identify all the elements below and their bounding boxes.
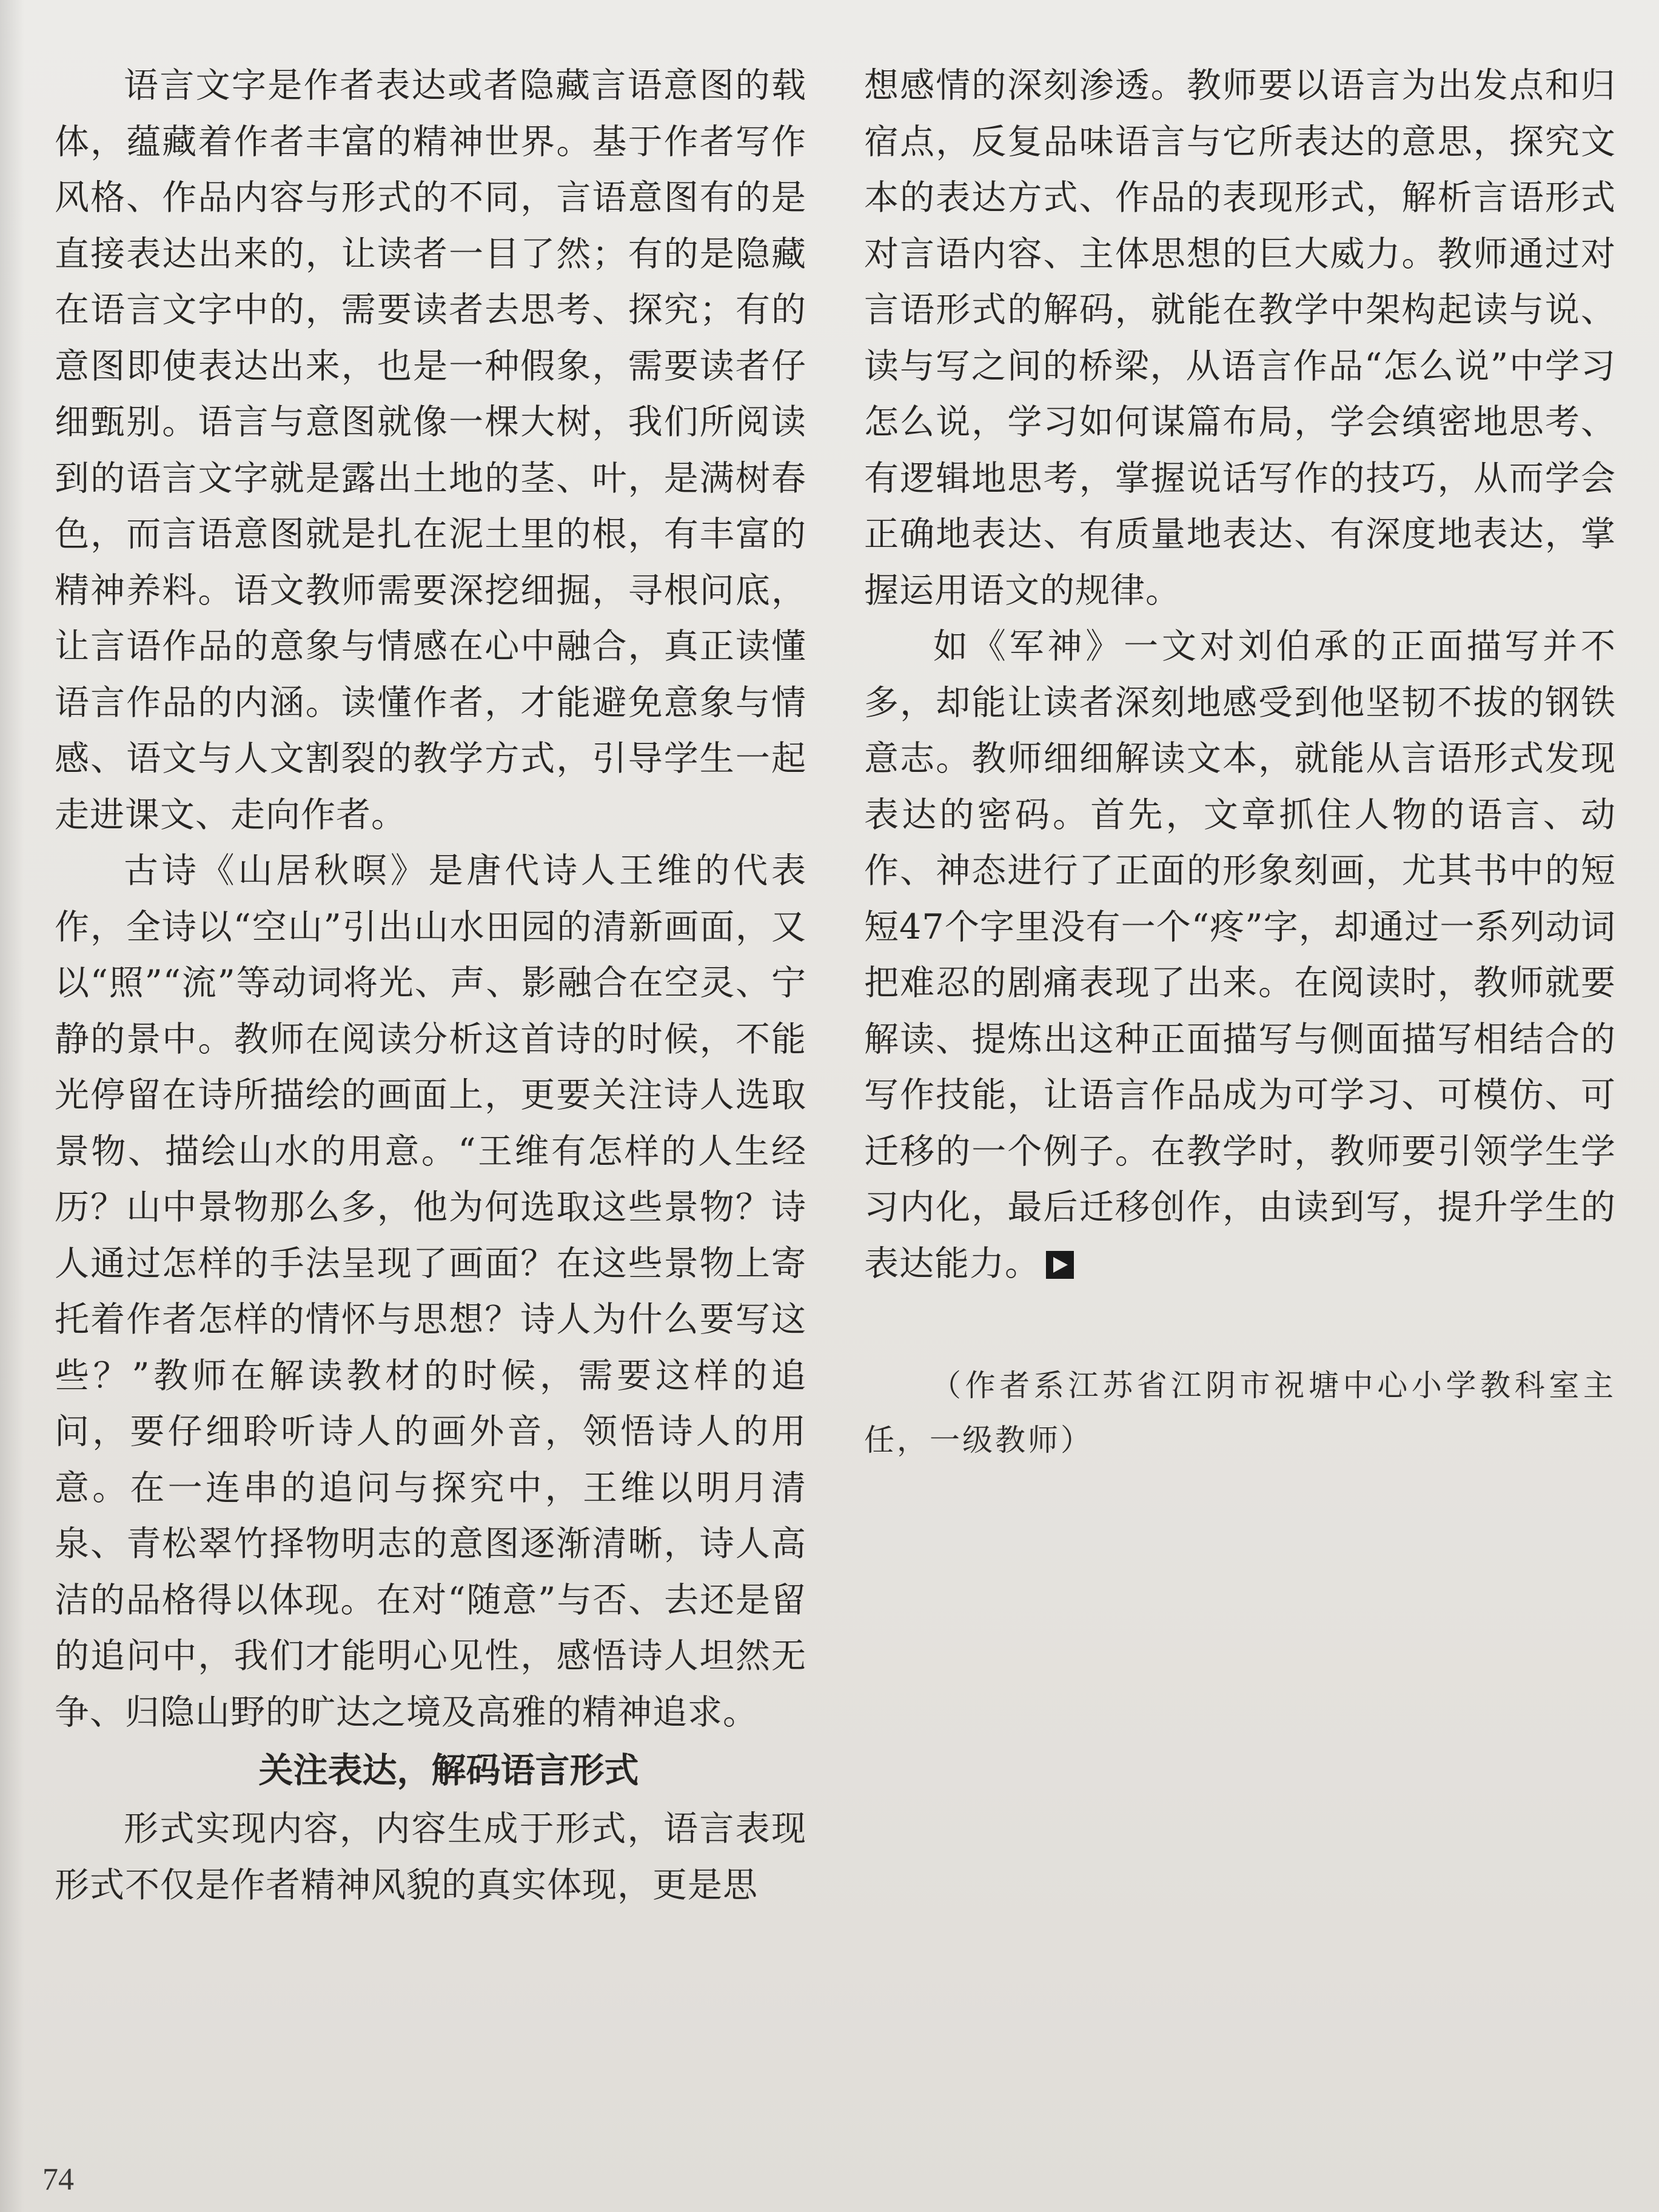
paragraph-junshen-text: 如《军神》一文对刘伯承的正面描写并不多，却能让读者深刻地感受到他坚韧不拔的钢铁意志。教师细细解读文本，就能从言语形式发现表达的密码。首先，文章抓住人物的语言、动作、神态进行了正面的形象刻画，尤其书中的短短47个字里没有一个“疼”字，却通过一系列动词把难忍的剧痛表现了出来。在阅读时，教师就要解读、提炼出这种正面描写与侧面描写相结合的写作技能，让语言作品成为可学习、可模仿、可迁移的一个例子。在教学时，教师要引领学生学习内化，最后迁移创作，由读到写，提升学生的表达能力。 bbox=[864, 626, 1616, 1284]
end-of-article-icon bbox=[1046, 1251, 1074, 1279]
page-number: 74 bbox=[42, 2162, 74, 2197]
paragraph-shanju-qiuming: 古诗《山居秋暝》是唐代诗人王维的代表作，全诗以“空山”引出山水田园的清新画面，又以“照”“流”等动词将光、声、影融合在空灵、宁静的景中。教师在阅读分析这首诗的时候，不能光停留在诗所描绘的画面上，更要关注诗人选取景物、描绘山水的用意。“王维有怎样的人生经历？山中景物那么多，他为何选取这些景物？诗人通过怎样的手法呈现了画面？在这些景物上寄托着作者怎样的情怀与思想？诗人为什么要写这些？”教师在解读教材的时候，需要这样的追问，要仔细聆听诗人的画外音，领悟诗人的用意。在一连串的追问与探究中，王维以明月清泉、青松翠竹择物明志的意图逐渐清晰，诗人高洁的品格得以体现。在对“随意”与否、去还是留的追问中，我们才能明心见性，感悟诗人坦然无争、归隐山野的旷达之境及高雅的精神追求。 bbox=[55, 851, 806, 1732]
left-column bbox=[55, 58, 806, 1913]
page-edge-shadow bbox=[0, 0, 24, 2212]
section-heading: 关注表达，解码语言形式 bbox=[258, 1751, 639, 1791]
paragraph-junshen bbox=[864, 618, 1616, 1292]
paragraph-language-form: 形式实现内容，内容生成于形式，语言表现形式不仅是作者精神风貌的真实体现，更是思 bbox=[55, 1809, 806, 1905]
paragraph-language-intent: 语言文字是作者表达或者隐藏言语意图的载体，蕴藏着作者丰富的精神世界。基于作者写作风格、作品内容与形式的不同，言语意图有的是直接表达出来的，让读者一目了然；有的是隐藏在语言文字中的，需要读者去思考、探究；有的意图即使表达出来，也是一种假象，需要读者仔细甄别。语言与意图就像一棵大树，我们所阅读到的语言文字就是露出土地的茎、叶，是满树春色，而言语意图就是扎在泥土里的根，有丰富的精神养料。语文教师需要深挖细掘，寻根问底，让言语作品的意象与情感在心中融合，真正读懂语言作品的内涵。读懂作者，才能避免意象与情感、语文与人文割裂的教学方式，引导学生一起走进课文、走向作者。 bbox=[55, 65, 806, 835]
author-note: （作者系江苏省江阴市祝塘中心小学教科室主任，一级教师） bbox=[864, 1368, 1616, 1458]
paragraph-continuation: 想感情的深刻渗透。教师要以语言为出发点和归宿点，反复品味语言与它所表达的意思，探究文本的表达方式、作品的表现形式，解析言语形式对言语内容、主体思想的巨大威力。教师通过对言语形式的解码，就能在教学中架构起读与说、读与写之间的桥梁，从语言作品“怎么说”中学习怎么说，学习如何谋篇布局，学会缜密地思考、有逻辑地思考，掌握说话写作的技巧，从而学会正确地表达、有质量地表达、有深度地表达，掌握运用语文的规律。 bbox=[864, 65, 1616, 611]
right-column bbox=[864, 58, 1616, 1467]
